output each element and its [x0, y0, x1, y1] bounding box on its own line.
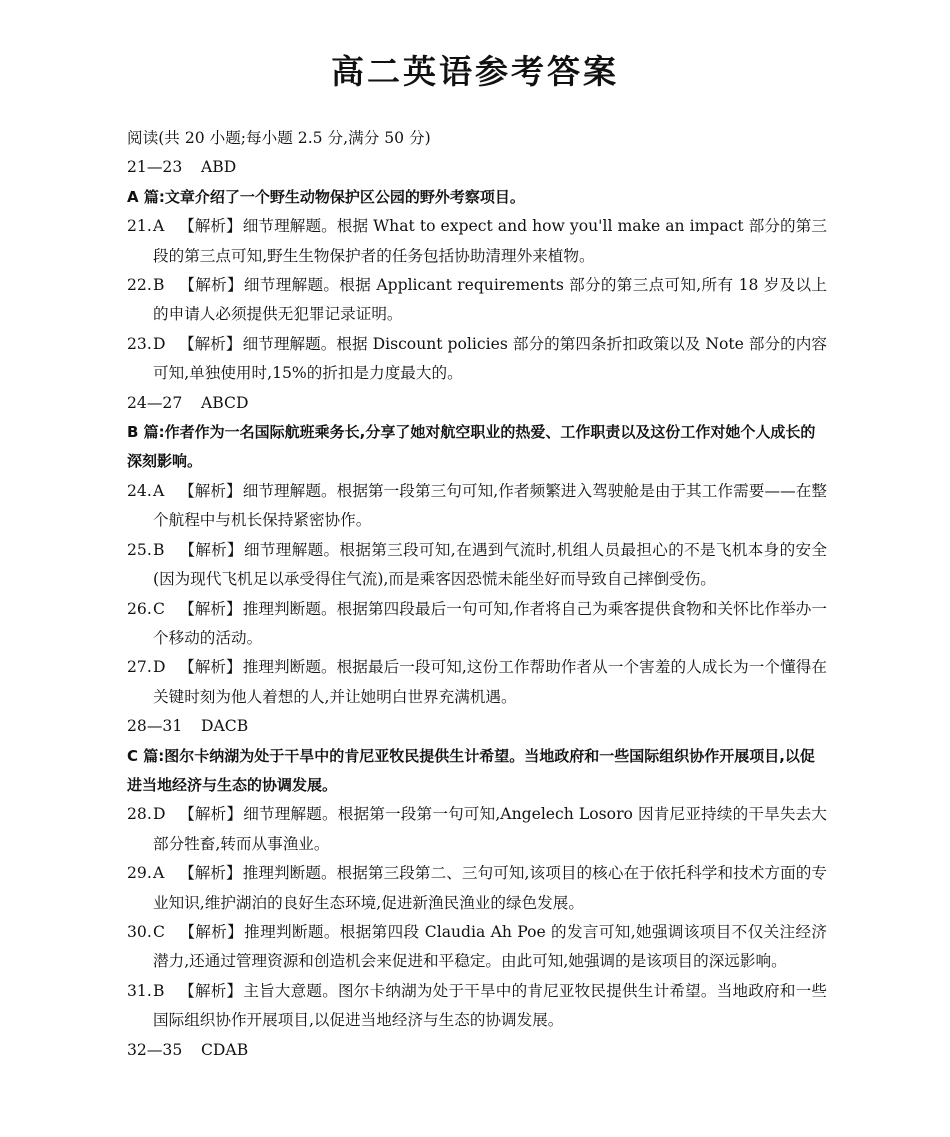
range-label: 21—23 — [127, 158, 183, 177]
range-label: 28—31 — [127, 717, 183, 736]
answer-item: 21.A 【解析】细节理解题。根据 What to expect and how you'll make an impact 部分的第三段的第三点可知,野生生物保护者的任务包括协助清理外来植物。 — [127, 217, 827, 265]
range-label: 32—35 — [127, 1040, 183, 1059]
explanation-text: 推理判断题。根据第四段 Claudia Ah Poe 的发言可知,她强调该项目不仅关注经济潜力,还通过管理资源和创造机会来促进和平稳定。由此可知,她强调的是该项目的深远影响。 — [153, 922, 827, 971]
answer-item: 25.B 【解析】细节理解题。根据第三段可知,在遇到气流时,机组人员最担心的不是飞机本身的安全(因为现代飞机足以承受得住气流),而是乘客因恐慌未能坐好而导致自己摔倒受伤。 — [127, 540, 827, 589]
explanation-text: 主旨大意题。图尔卡纳湖为处于干旱中的肯尼亚牧民提供生计希望。当地政府和一些国际组织协作开展项目,以促进当地经济与生态的协调发展。 — [153, 981, 827, 1030]
range-label: 24—27 — [127, 393, 183, 412]
answer-item: 27.D 【解析】推理判断题。根据最后一段可知,这份工作帮助作者从一个害羞的人成长为一个懂得在关键时刻为他人着想的人,并让她明白世界充满机遇。 — [127, 658, 827, 706]
answer-range — [127, 153, 827, 182]
answer-range — [127, 1036, 827, 1065]
range-answers: DACB — [201, 717, 249, 736]
answer-item: 31.B 【解析】主旨大意题。图尔卡纳湖为处于干旱中的肯尼亚牧民提供生计希望。当地政府和一些国际组织协作开展项目,以促进当地经济与生态的协调发展。 — [127, 981, 827, 1030]
explanation-text: 细节理解题。根据第三段可知,在遇到气流时,机组人员最担心的不是飞机本身的安全(因为现代飞机足以承受得住气流),而是乘客因恐慌未能坐好而导致自己摔倒受伤。 — [153, 540, 827, 589]
explanation-text: 细节理解题。根据 What to expect and how you'll make an impact 部分的第三段的第三点可知,野生生物保护者的任务包括协助清理外来植物。 — [153, 217, 827, 265]
answer-item: 23.D 【解析】细节理解题。根据 Discount policies 部分的第四条折扣政策以及 Note 部分的内容可知,单独使用时,15%的折扣是力度最大的。 — [127, 334, 827, 383]
explanation-text: 推理判断题。根据最后一段可知,这份工作帮助作者从一个害羞的人成长为一个懂得在关键时刻为他人着想的人,并让她明白世界充满机遇。 — [153, 658, 827, 706]
answer-item: 28.D 【解析】细节理解题。根据第一段第一句可知,Angelech Losoro 因肯尼亚持续的干旱失去大部分牲畜,转而从事渔业。 — [127, 805, 827, 853]
passage-summary: C 篇:图尔卡纳湖为处于干旱中的肯尼亚牧民提供生计希望。当地政府和一些国际组织协作开展项目,以促进当地经济与生态的协调发展。 — [127, 746, 815, 794]
answer-range — [127, 712, 827, 741]
answer-item: 26.C 【解析】推理判断题。根据第四段最后一句可知,作者将自己为乘客提供食物和关怀比作举办一个移动的活动。 — [127, 599, 827, 647]
section-header: 阅读(共 20 小题;每小题 2.5 分,满分 50 分) — [127, 129, 431, 147]
page-title: 高二英语参考答案 — [331, 52, 619, 91]
answer-key-content — [127, 124, 827, 1065]
answer-range — [127, 389, 827, 418]
explanation-text: 推理判断题。根据第四段最后一句可知,作者将自己为乘客提供食物和关怀比作举办一个移动的活动。 — [153, 599, 827, 647]
answer-item: 22.B 【解析】细节理解题。根据 Applicant requirements 部分的第三点可知,所有 18 岁及以上的申请人必须提供无犯罪记录证明。 — [127, 276, 827, 324]
explanation-text: 细节理解题。根据 Applicant requirements 部分的第三点可知,所有 18 岁及以上的申请人必须提供无犯罪记录证明。 — [153, 276, 827, 324]
passage-summary: A 篇:文章介绍了一个野生动物保护区公园的野外考察项目。 — [127, 187, 525, 206]
explanation-text: 推理判断题。根据第三段第二、三句可知,该项目的核心在于依托科学和技术方面的专业知识,维护湖泊的良好生态环境,促进新渔民渔业的绿色发展。 — [153, 864, 827, 912]
range-answers: CDAB — [201, 1040, 249, 1059]
explanation-text: 细节理解题。根据第一段第一句可知,Angelech Losoro 因肯尼亚持续的干旱失去大部分牲畜,转而从事渔业。 — [153, 805, 827, 853]
range-answers: ABCD — [201, 393, 249, 412]
explanation-text: 细节理解题。根据第一段第三句可知,作者频繁进入驾驶舱是由于其工作需要——在整个航程中与机长保持紧密协作。 — [153, 481, 827, 530]
answer-item: 24.A 【解析】细节理解题。根据第一段第三句可知,作者频繁进入驾驶舱是由于其工作需要——在整个航程中与机长保持紧密协作。 — [127, 481, 827, 530]
range-answers: ABD — [201, 158, 237, 177]
explanation-text: 细节理解题。根据 Discount policies 部分的第四条折扣政策以及 Note 部分的内容可知,单独使用时,15%的折扣是力度最大的。 — [153, 334, 827, 383]
passage-summary: B 篇:作者作为一名国际航班乘务长,分享了她对航空职业的热爱、工作职责以及这份工作对她个人成长的深刻影响。 — [127, 423, 816, 471]
answer-item: 29.A 【解析】推理判断题。根据第三段第二、三句可知,该项目的核心在于依托科学和技术方面的专业知识,维护湖泊的良好生态环境,促进新渔民渔业的绿色发展。 — [127, 864, 827, 912]
answer-item: 30.C 【解析】推理判断题。根据第四段 Claudia Ah Poe 的发言可知,她强调该项目不仅关注经济潜力,还通过管理资源和创造机会来促进和平稳定。由此可知,她强调的是该项目的深远影响。 — [127, 922, 827, 971]
